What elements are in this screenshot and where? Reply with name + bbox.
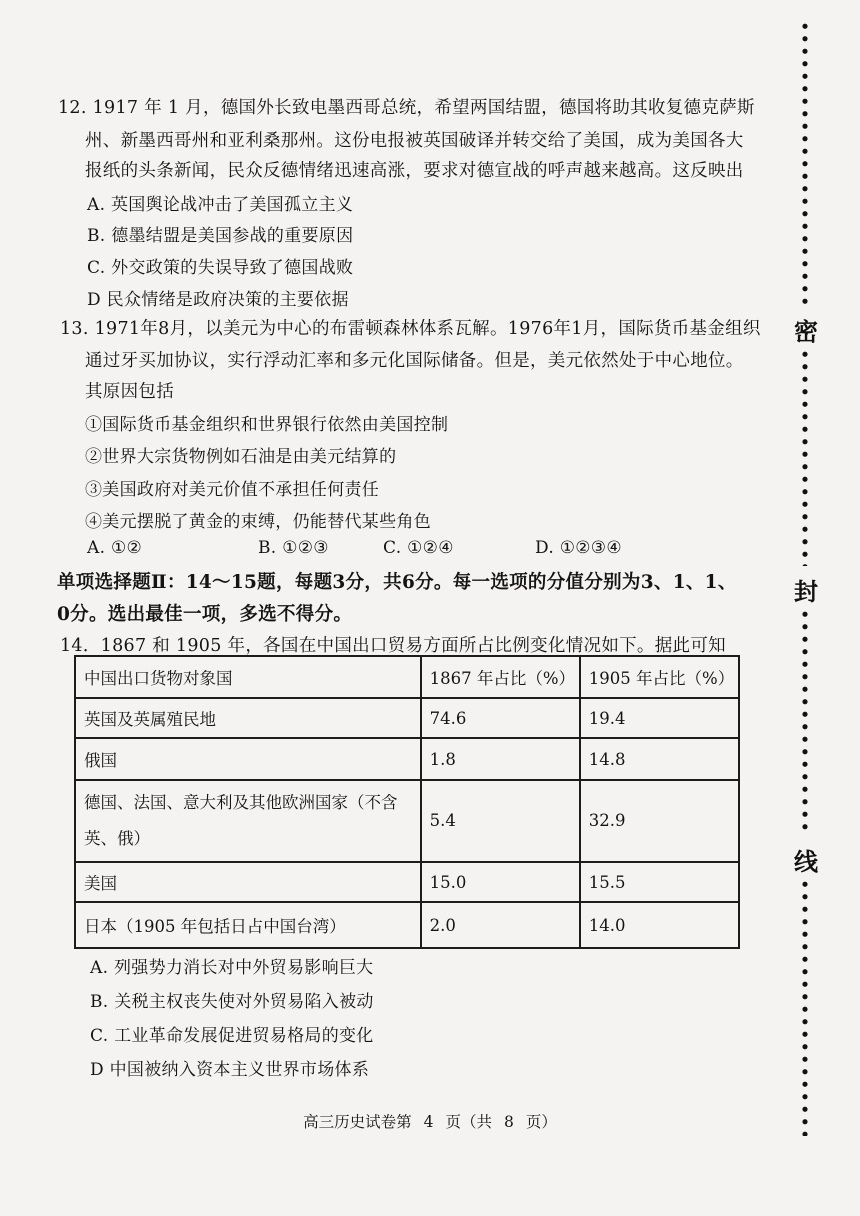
table-cell-1867: 74.6	[421, 698, 580, 738]
table-cell-country: 日本（1905 年包括日占中国台湾）	[75, 902, 421, 948]
table-row	[75, 698, 739, 738]
q13-option-b: B. ①②③	[258, 538, 329, 558]
table-row	[75, 862, 739, 902]
q14-option-a: A. 列强势力消长对中外贸易影响巨大	[90, 958, 374, 978]
q14-stem: 14．1867 和 1905 年，各国在中国出口贸易方面所占比例变化情况如下。据此可知	[60, 636, 726, 656]
q13-option-a: A. ①②	[87, 538, 143, 558]
binding-char-mi: 密	[794, 317, 818, 346]
table-cell-1867: 2.0	[421, 902, 580, 948]
table-cell-1867: 15.0	[421, 862, 580, 902]
q13-item-1: ①国际货币基金组织和世界银行依然由美国控制	[85, 415, 449, 435]
q14-option-c: C. 工业革命发展促进贸易格局的变化	[90, 1026, 374, 1046]
binding-dotted-line-top	[800, 20, 810, 305]
q13-item-3: ③美国政府对美元价值不承担任何责任	[85, 480, 380, 500]
q12-option-a: A. 英国舆论战冲击了美国孤立主义	[87, 195, 354, 215]
section-2-heading-line-2: 0分。选出最佳一项，多选不得分。	[57, 604, 353, 625]
section-2-heading-line-1: 单项选择题Ⅱ：14～15题，每题3分，共6分。每一选项的分值分别为3、1、1、	[57, 572, 737, 593]
export-ratio-table	[74, 655, 740, 949]
table-header-country: 中国出口货物对象国	[75, 656, 421, 698]
footer-page-number: 4	[423, 1113, 434, 1131]
table-row	[75, 738, 739, 780]
binding-char-xian: 线	[794, 847, 818, 876]
q14-option-d: D 中国被纳入资本主义世界市场体系	[90, 1060, 370, 1080]
q12-stem-line-2: 州、新墨西哥州和亚利桑那州。这份电报被英国破译并转交给了美国，成为美国各大	[85, 131, 744, 151]
table-row	[75, 902, 739, 948]
q12-option-c: C. 外交政策的失误导致了德国战败	[87, 258, 354, 278]
table-cell-1867: 1.8	[421, 738, 580, 780]
q13-stem-line-1: 13. 1971年8月，以美元为中心的布雷顿森林体系瓦解。1976年1月，国际货币基金组织	[60, 319, 761, 339]
table-header-row	[75, 656, 739, 698]
footer-total-pages: 8	[504, 1113, 514, 1131]
q13-stem-line-3: 其原因包括	[85, 382, 174, 402]
q13-item-2: ②世界大宗货物例如石油是由美元结算的	[85, 447, 397, 467]
q12-stem-line-1: 12. 1917 年 1 月，德国外长致电墨西哥总统，希望两国结盟，德国将助其收复德克萨斯	[58, 98, 755, 118]
binding-dotted-line-lower	[800, 608, 810, 836]
footer-mid: 页（共	[445, 1113, 492, 1131]
table-cell-1905: 15.5	[580, 862, 739, 902]
table-cell-country: 英国及英属殖民地	[75, 698, 421, 738]
binding-dotted-line-upper	[800, 348, 810, 566]
table-cell-country-line-2: 英、俄）	[84, 829, 150, 848]
q14-option-b: B. 关税主权丧失使对外贸易陷入被动	[90, 992, 374, 1012]
q12-option-b: B. 德墨结盟是美国参战的重要原因	[87, 226, 354, 246]
q13-option-c: C. ①②④	[383, 538, 454, 558]
q13-item-4: ④美元摆脱了黄金的束缚，仍能替代某些角色	[85, 512, 431, 532]
table-cell-country	[75, 780, 421, 862]
footer-prefix: 高三历史试卷第	[303, 1113, 412, 1131]
page-footer	[0, 1110, 860, 1132]
table-cell-country-line-1: 德国、法国、意大利及其他欧洲国家（不含	[84, 793, 398, 812]
table-cell-country: 俄国	[75, 738, 421, 780]
table-cell-1905: 32.9	[580, 780, 739, 862]
q12-option-d: D 民众情绪是政府决策的主要依据	[87, 290, 349, 310]
footer-suffix: 页）	[525, 1113, 557, 1131]
binding-dotted-line-bottom	[800, 878, 810, 1136]
table-cell-1905: 19.4	[580, 698, 739, 738]
table-cell-1867: 5.4	[421, 780, 580, 862]
table-row	[75, 780, 739, 862]
q13-option-d: D. ①②③④	[535, 538, 622, 558]
table-header-1905: 1905 年占比（%）	[580, 656, 739, 698]
table-cell-1905: 14.0	[580, 902, 739, 948]
q12-stem-line-3: 报纸的头条新闻，民众反德情绪迅速高涨，要求对德宣战的呼声越来越高。这反映出	[85, 161, 744, 181]
table-cell-country: 美国	[75, 862, 421, 902]
q13-stem-line-2: 通过牙买加协议，实行浮动汇率和多元化国际储备。但是，美元依然处于中心地位。	[85, 351, 744, 371]
binding-char-feng: 封	[794, 577, 818, 606]
table-cell-1905: 14.8	[580, 738, 739, 780]
table-header-1867: 1867 年占比（%）	[421, 656, 580, 698]
